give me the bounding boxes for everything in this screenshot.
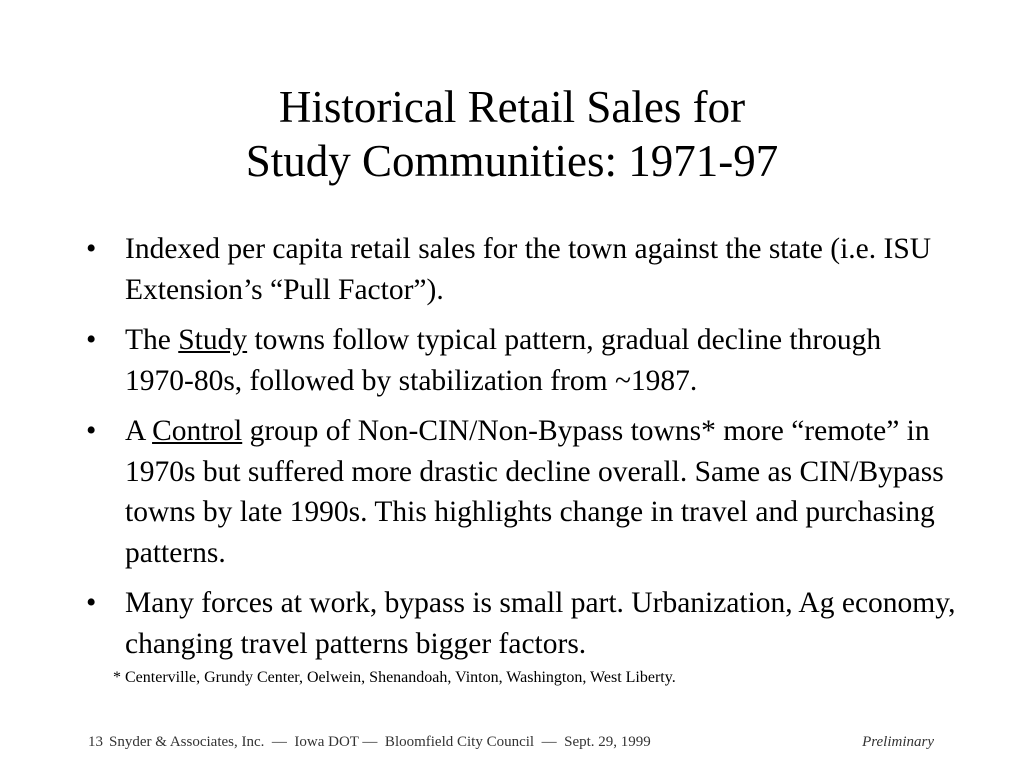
title-line-1: Historical Retail Sales for — [278, 82, 746, 132]
bullet-item — [86, 229, 956, 310]
page-number: 13 — [88, 734, 103, 750]
bullet-marker: • — [86, 415, 97, 447]
bullet-item — [86, 320, 956, 401]
footer-text: Snyder & Associates, Inc. — Iowa DOT — Bloomfield City Council — Sept. 29, 1999 — [109, 734, 651, 750]
footnote: * Centerville, Grundy Center, Oelwein, Shenandoah, Vinton, Washington, West Liberty. — [113, 669, 676, 686]
title-line-2: Study Communities: 1971-97 — [245, 136, 779, 186]
bullet-text: Many forces at work, bypass is small part. Urbanization, Ag economy, changing travel patterns bigger factors. — [125, 587, 956, 660]
bullet-item — [86, 411, 956, 573]
bullet-text-before: A — [125, 415, 153, 447]
bullet-underlined-term: Control — [152, 415, 243, 447]
status-label: Preliminary — [862, 734, 934, 750]
bullet-list — [86, 229, 956, 674]
bullet-text: Indexed per capita retail sales for the town against the state (i.e. ISU Extension’s “Pull Factor”). — [125, 233, 932, 306]
bullet-item — [86, 583, 956, 664]
bullet-underlined-term: Study — [178, 324, 248, 356]
slide-footer — [88, 733, 934, 751]
bullet-marker: • — [86, 587, 97, 619]
bullet-marker: • — [86, 324, 97, 356]
bullet-text-after: group of Non-CIN/Non-Bypass towns* more “remote” in 1970s but suffered more drastic decline overall. Same as CIN/Bypass towns by late 1990s. This highlights change in travel and purchasing patterns. — [125, 415, 944, 569]
bullet-text-before: The — [125, 324, 179, 356]
slide-title — [0, 80, 1024, 188]
bullet-text-after: towns follow typical pattern, gradual decline through 1970-80s, followed by stabilization from ~1987. — [125, 324, 882, 397]
bullet-marker: • — [86, 233, 97, 265]
